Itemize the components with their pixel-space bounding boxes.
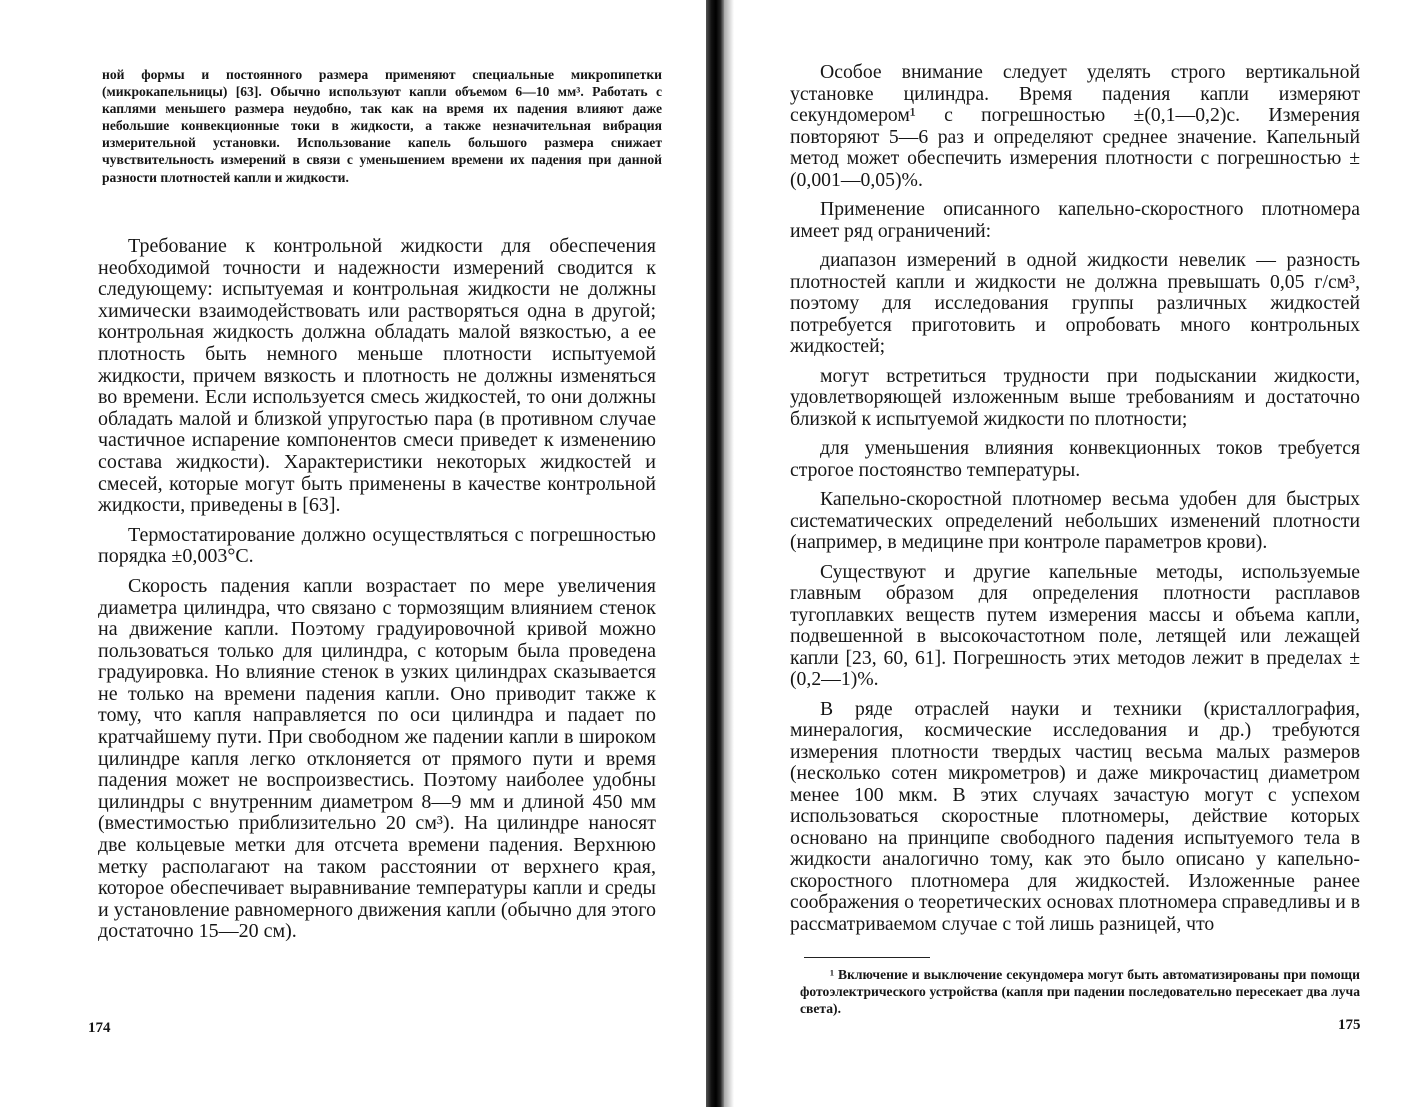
paragraph-other-methods: Существуют и другие капельные методы, используемые главным образом для определения плотности расплавов тугоплавких веществ путем измерения массы и объема капли, подвешенной в высокочастотном поле, летящей или лежащей капли [23, 60, 61]. Погрешность этих методов лежит в пределах ±(0,2—1)%. (790, 560, 1360, 690)
paragraph-limitations-intro: Применение описанного капельно-скоростного плотномера имеет ряд ограничений: (790, 198, 1360, 242)
left-body-text (98, 236, 656, 951)
footnote: ¹ Включение и выключение секундомера могут быть автоматизированы при помощи фотоэлектрического устройства (капля при падении последовательно пересекает два луча света). (800, 967, 1360, 1016)
small-print-paragraph: ной формы и постоянного размера применяют специальные микропипетки (микрокапельницы) [63]. Обычно используют капли объемом 6—10 мм³. Работать с каплями меньшего размера неудобно, так как на время их падения влияют даже небольшие конвекционные токи в жидкости, а также незначительная вибрация измерительной установки. Использование капель большого размера снижает чувствительность измерений в связи с уменьшением времени их падения при данной разности плотностей капли и жидкости. (102, 67, 662, 185)
footnote-rule (804, 957, 930, 958)
paragraph-limitation-liquid: могут встретиться трудности при подыскании жидкости, удовлетворяющей изложенным выше требованиям и достаточно близкой к испытуемой жидкости по плотности; (790, 364, 1360, 430)
small-print-note (102, 66, 662, 186)
paragraph-control-liquid: Требование к контрольной жидкости для обеспечения необходимой точности и надежности измерений сводится к следующему: испытуемая и контрольная жидкости не должны химически взаимодействовать или растворяться одна в другой; контрольная жидкость должна обладать малой вязкостью, а ее плотность быть немного меньше плотности испытуемой жидкости, причем вязкость и плотность не должны изменяться во времени. Если используется смесь жидкостей, то они должны обладать малой и близкой упругостью пара (в противном случае частичное испарение компонентов смеси приведет к изменению состава жидкости). Характеристики некоторых жидкостей и смесей, которые могут быть применены в качестве контрольной жидкости, приведены в [63]. (98, 235, 656, 517)
paragraph-limitation-range: диапазон измерений в одной жидкости невелик — разность плотностей капли и жидкости не должна превышать 0,05 г/см³, поэтому для исследования группы различных жидкостей потребуется приготовить и опробовать много контрольных жидкостей; (790, 249, 1360, 357)
paragraph-drop-speed: Скорость падения капли возрастает по мере увеличения диаметра цилиндра, что связано с тормозящим влиянием стенок на движение капли. Поэтому градуировочной кривой можно пользоваться только для цилиндра, с которым была проведена градуировка. Но влияние стенок в узких цилиндрах сказывается не только на времени падения капли. Оно приводит также к тому, что капля направляется по оси цилиндра и падает по кратчайшему пути. При свободном же падении капли в широком цилиндре капля легко отклоняется от прямого пути и время падения может не воспроизвестись. Поэтому наиболее удобны цилиндры с внутренним диаметром 8—9 мм и длиной 450 мм (вместимостью приблизительно 20 см³). На цилиндре наносят две кольцевые метки для отсчета времени падения. Верхнюю метку располагают на таком расстоянии от верхнего края, которое обеспечивает выравнивание температуры капли и среды и установление равномерного движения капли (обычно для этого достаточно 15—20 см). (98, 574, 656, 943)
page-number-left: 174 (88, 1020, 111, 1036)
page-number-right: 175 (1338, 1017, 1361, 1033)
book-gutter (706, 0, 724, 1107)
paragraph-thermostat: Термостатирование должно осуществляться с погрешностью порядка ±0,003°С. (98, 523, 656, 568)
right-page (724, 0, 1428, 1107)
left-page (0, 0, 706, 1107)
paragraph-medicine: Капельно-скоростной плотномер весьма удобен для быстрых систематических определений небольших изменений плотности (например, в медицине при контроле параметров крови). (790, 488, 1360, 553)
paragraph-solid-particles: В ряде отраслей науки и техники (кристаллография, минералогия, космические исследования и др.) требуются измерения плотности твердых частиц весьма малых размеров (несколько сотен микрометров) и даже микрочастиц диаметром менее 100 мкм. В этих случаях зачастую могут с успехом использоваться скоростные плотномеры, действие которых основано на принципе свободного падения испытуемого тела в жидкости аналогично тому, как это было описано у капельно-скоростного плотномера для жидкостей. Изложенные ранее соображения о теоретических основах плотномера справедливы и в рассматриваемом случае с той лишь разницей, что (790, 697, 1360, 935)
paragraph-limitation-temperature: для уменьшения влияния конвекционных токов требуется строгое постоянство температуры. (790, 437, 1360, 481)
right-body-text (790, 62, 1360, 943)
paragraph-vertical-mounting: Особое внимание следует уделять строго вертикальной установке цилиндра. Время падения капли измеряют секундомером¹ с погрешностью ±(0,1—0,2)с. Измерения повторяют 5—6 раз и определяют среднее значение. Капельный метод может обеспечить измерения плотности с погрешностью ±(0,001—0,05)%. (790, 61, 1360, 191)
